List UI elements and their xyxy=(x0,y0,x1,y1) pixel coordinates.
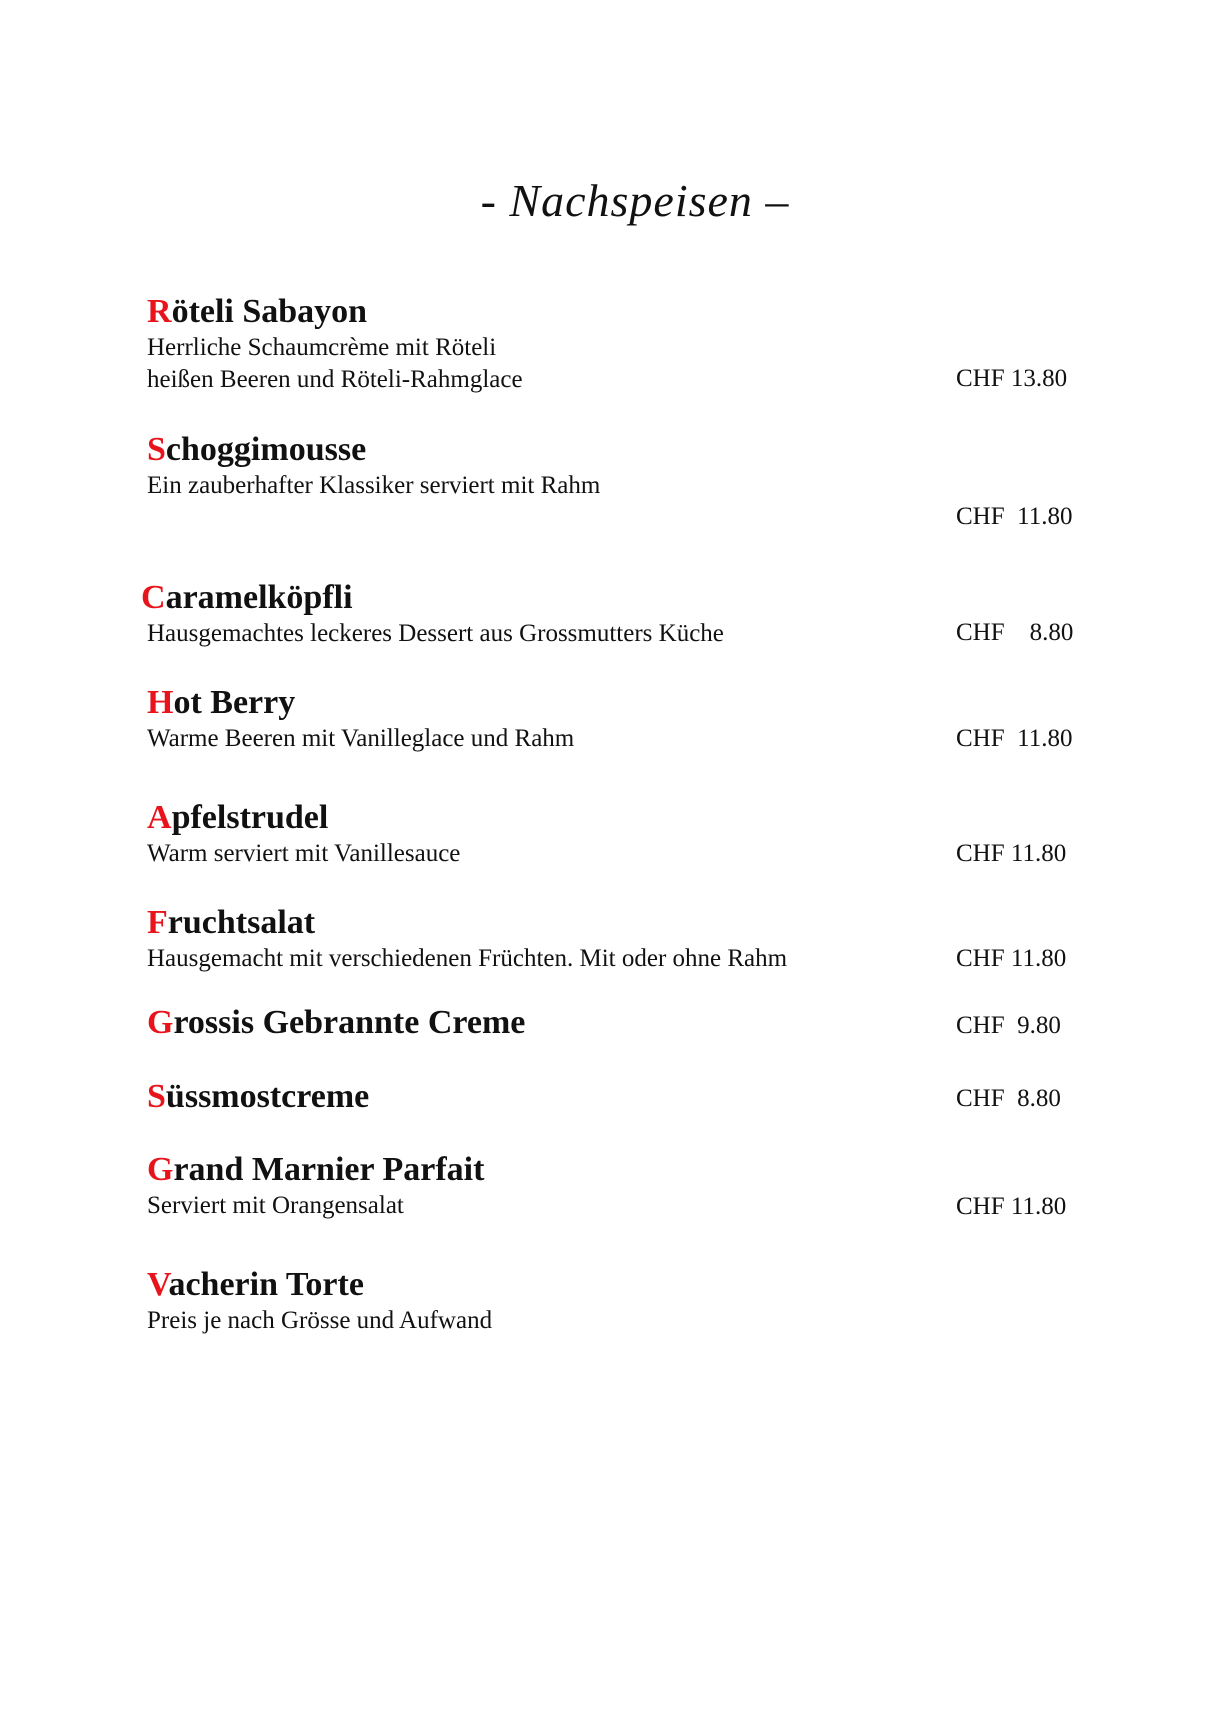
item-initial: G xyxy=(147,1151,174,1188)
menu-item-roteli-sabayon xyxy=(147,292,1087,396)
item-description: Serviert mit Orangensalat xyxy=(147,1192,404,1219)
item-name xyxy=(147,1265,1087,1305)
item-description: Warme Beeren mit Vanilleglace und Rahm xyxy=(147,725,575,752)
item-description: heißen Beeren und Röteli-Rahmglace xyxy=(147,366,523,393)
menu-item-grand-marnier-parfait xyxy=(147,1150,1087,1222)
item-price: CHF 13.80 xyxy=(956,365,1068,392)
item-initial: R xyxy=(147,293,172,330)
item-name xyxy=(147,683,1087,723)
item-description: Ein zauberhafter Klassiker serviert mit Rahm xyxy=(147,472,601,499)
item-name-rest: rossis Gebrannte Creme xyxy=(173,1004,526,1041)
menu-item-grossis-gebrannte-creme xyxy=(147,1003,1087,1043)
item-name xyxy=(147,1077,1087,1117)
item-name-rest: üssmostcreme xyxy=(165,1078,370,1115)
item-initial: F xyxy=(147,904,168,941)
item-name-rest: ruchtsalat xyxy=(167,904,316,941)
menu-item-hot-berry xyxy=(147,683,1087,755)
item-price: CHF 11.80 xyxy=(956,945,1067,972)
item-initial: A xyxy=(147,799,172,836)
item-price: CHF 11.80 xyxy=(956,725,1073,752)
item-name xyxy=(147,1150,1087,1190)
item-price: CHF 9.80 xyxy=(956,1012,1061,1039)
item-name xyxy=(141,578,1081,618)
item-initial: S xyxy=(147,431,166,468)
item-description: Warm serviert mit Vanillesauce xyxy=(147,840,461,867)
item-price: CHF 11.80 xyxy=(956,503,1073,530)
menu-item-fruchtsalat xyxy=(147,903,1087,975)
page-title: - Nachspeisen – xyxy=(480,175,790,226)
item-name xyxy=(147,798,1087,838)
item-name-rest: rand Marnier Parfait xyxy=(173,1151,485,1188)
menu-item-vacherin-torte xyxy=(147,1265,1087,1337)
item-price: CHF 8.80 xyxy=(956,619,1074,646)
item-initial: C xyxy=(141,579,166,616)
item-description: Preis je nach Grösse und Aufwand xyxy=(147,1307,493,1334)
item-price: CHF 11.80 xyxy=(956,1193,1067,1220)
menu-item-sussmostcreme xyxy=(147,1077,1087,1117)
item-initial: G xyxy=(147,1004,174,1041)
item-name xyxy=(147,1003,1087,1043)
item-name-rest: pfelstrudel xyxy=(171,799,329,836)
item-initial: H xyxy=(147,684,174,721)
item-description: Hausgemacht mit verschiedenen Früchten. Mit oder ohne Rahm xyxy=(147,945,788,972)
item-name-rest: choggimousse xyxy=(165,431,367,468)
item-name xyxy=(147,430,1087,470)
item-initial: S xyxy=(147,1078,166,1115)
item-name-rest: öteli Sabayon xyxy=(171,293,368,330)
item-name-rest: acherin Torte xyxy=(168,1266,364,1303)
item-initial: V xyxy=(147,1266,169,1303)
item-description: Hausgemachtes leckeres Dessert aus Grossmutters Küche xyxy=(147,620,724,647)
item-name-rest: aramelköpfli xyxy=(165,579,353,616)
item-price: CHF 8.80 xyxy=(956,1085,1061,1112)
menu-item-apfelstrudel xyxy=(147,798,1087,870)
menu-item-schoggimousse xyxy=(147,430,1087,502)
item-description: Herrliche Schaumcrème mit Röteli xyxy=(147,334,497,361)
item-name-rest: ot Berry xyxy=(173,684,296,721)
item-name xyxy=(147,903,1087,943)
item-price: CHF 11.80 xyxy=(956,840,1067,867)
item-name xyxy=(147,292,1087,332)
menu-item-caramelkopfli xyxy=(141,578,1081,650)
